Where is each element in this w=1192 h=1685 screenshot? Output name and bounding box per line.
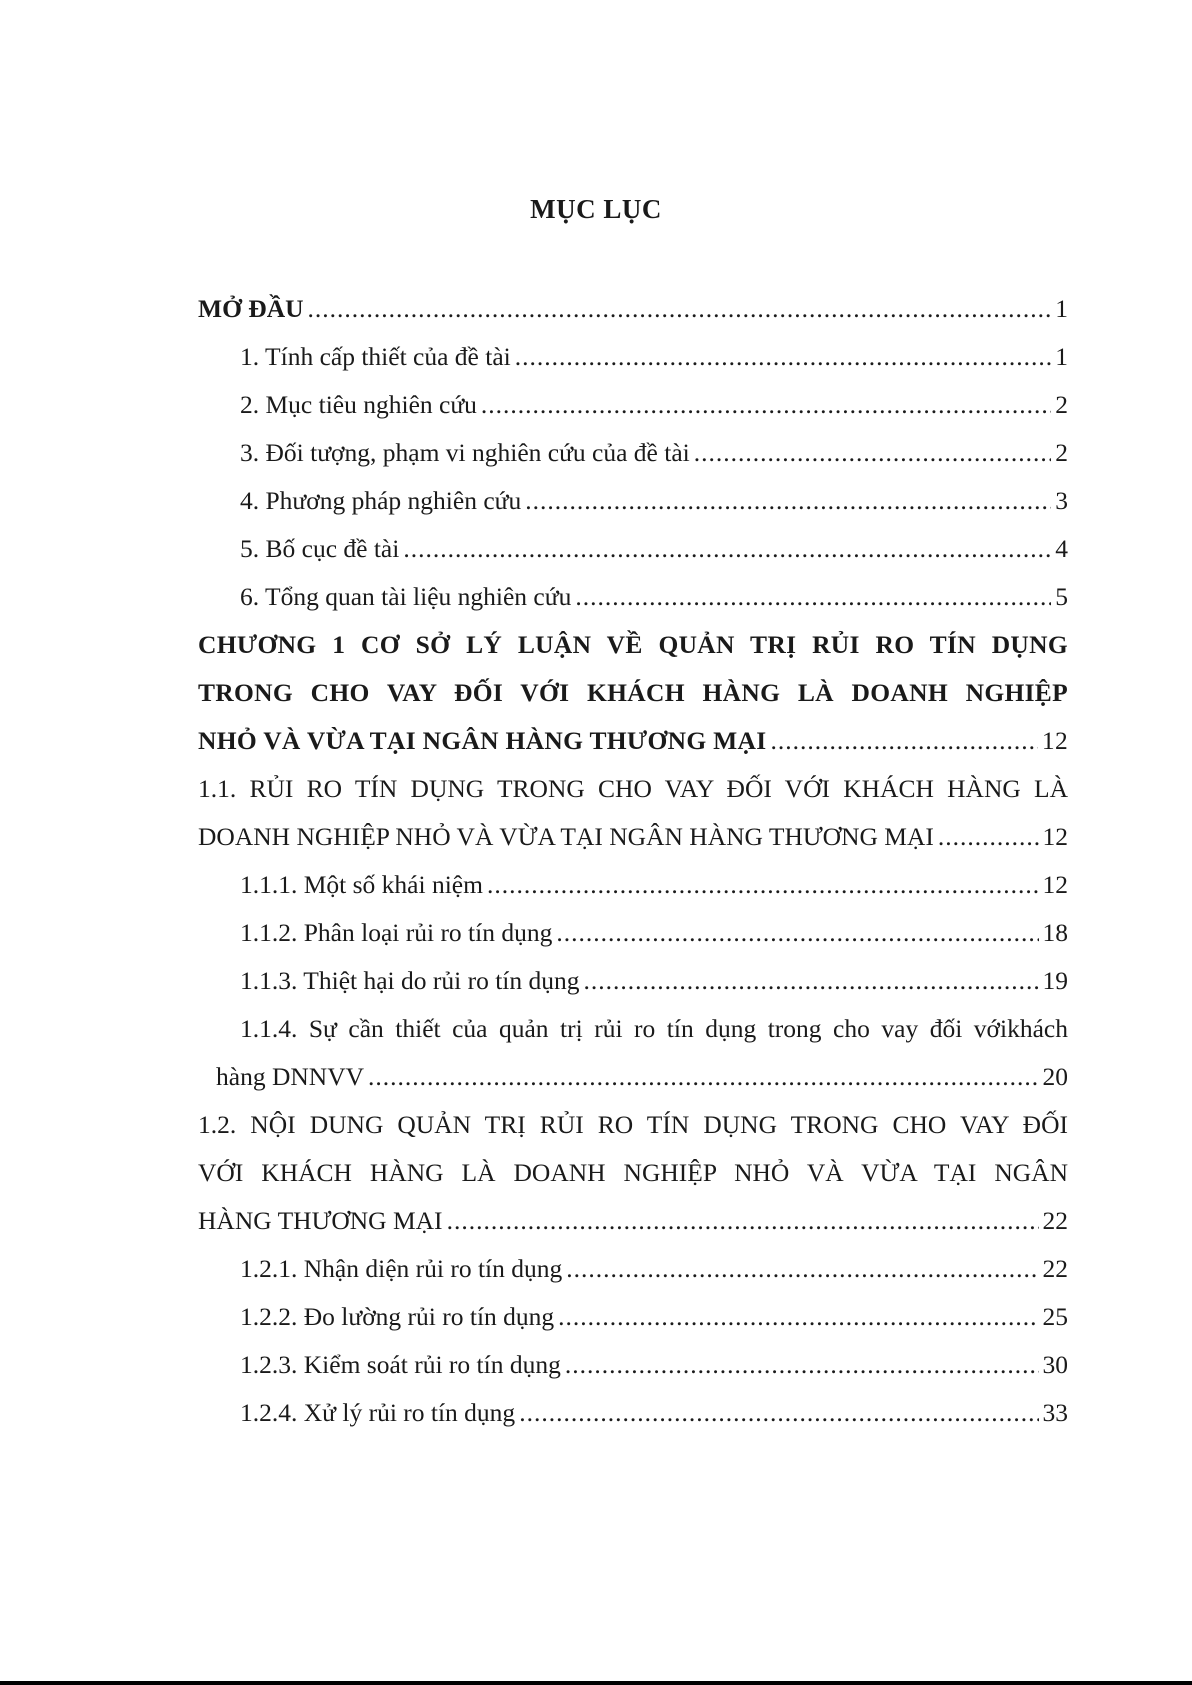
toc-entry[interactable] <box>198 573 1068 621</box>
dot-leader <box>584 957 1039 1005</box>
toc-entry-text: 1. Tính cấp thiết của đề tài <box>240 342 511 371</box>
toc-entry-text: 1.2.4. Xử lý rủi ro tín dụng <box>240 1398 516 1427</box>
toc-entry-text-line: TRONG CHO VAY ĐỐI VỚI KHÁCH HÀNG LÀ DOANH NGHIỆP <box>198 678 1068 707</box>
dot-leader <box>525 477 1051 525</box>
toc-entry-text-line: DOANH NGHIỆP NHỎ VÀ VỪA TẠI NGÂN HÀNG THƯƠNG MẠI <box>198 822 934 851</box>
toc-entry[interactable] <box>198 429 1068 477</box>
toc-entry-text-line: hàng DNNVV <box>216 1062 365 1091</box>
dot-leader <box>566 1245 1038 1293</box>
toc-page-number: 1 <box>1055 342 1068 371</box>
toc-page-number: 2 <box>1055 438 1068 467</box>
toc-entry-text: 1.2.3. Kiểm soát rủi ro tín dụng <box>240 1350 561 1379</box>
toc-page-number: 22 <box>1042 1254 1068 1283</box>
toc-entry-text-line: 1.1.4. Sự cần thiết của quản trị rủi ro tín dụng trong cho vay đối vớikhách <box>240 1014 1068 1043</box>
toc-entry-text-line: 1.2. NỘI DUNG QUẢN TRỊ RỦI RO TÍN DỤNG TRONG CHO VAY ĐỐI <box>198 1110 1068 1139</box>
dot-leader <box>694 429 1052 477</box>
dot-leader <box>565 1341 1039 1389</box>
toc-page-number: 18 <box>1042 918 1068 947</box>
toc-entry[interactable] <box>198 381 1068 429</box>
toc-entry[interactable] <box>198 909 1068 957</box>
toc-entry[interactable] <box>198 1293 1068 1341</box>
toc-page-number: 1 <box>1055 294 1068 323</box>
toc-entry[interactable] <box>198 477 1068 525</box>
toc-entry[interactable] <box>198 1389 1068 1437</box>
toc-page-number: 12 <box>1041 726 1068 755</box>
toc-entry-intro[interactable] <box>198 285 1068 333</box>
dot-leader <box>368 1053 1038 1101</box>
dot-leader <box>556 909 1038 957</box>
toc-entry-text: 6. Tổng quan tài liệu nghiên cứu <box>240 582 572 611</box>
toc-page-number: 2 <box>1055 390 1068 419</box>
toc-entry-text: 1.1.1. Một số khái niệm <box>240 870 483 899</box>
toc-page-number: 30 <box>1042 1350 1068 1379</box>
toc-entry-text-line: NHỎ VÀ VỪA TẠI NGÂN HÀNG THƯƠNG MẠI <box>198 726 767 755</box>
page-title: MỤC LỤC <box>530 194 662 224</box>
toc-page-number: 5 <box>1055 582 1068 611</box>
toc-page-number: 12 <box>1042 870 1068 899</box>
dot-leader <box>447 1197 1039 1245</box>
dot-leader <box>308 285 1052 333</box>
toc-entry-text: 1.1.3. Thiệt hại do rủi ro tín dụng <box>240 966 580 995</box>
toc-entry-1-1-4[interactable] <box>198 1005 1068 1101</box>
toc-entry-text: MỞ ĐẦU <box>198 294 304 323</box>
toc-entry-text-line: CHƯƠNG 1 CƠ SỞ LÝ LUẬN VỀ QUẢN TRỊ RỦI RO TÍN DỤNG <box>198 630 1068 659</box>
dot-leader <box>938 813 1039 861</box>
toc-page-number: 12 <box>1042 822 1068 851</box>
dot-leader <box>403 525 1051 573</box>
toc-page-number: 33 <box>1042 1398 1068 1427</box>
toc-page-number: 20 <box>1042 1062 1068 1091</box>
dot-leader <box>770 717 1037 765</box>
toc-entry[interactable] <box>198 1245 1068 1293</box>
dot-leader <box>515 333 1052 381</box>
toc-entry[interactable] <box>198 333 1068 381</box>
toc-page-number: 3 <box>1055 486 1068 515</box>
toc-entry-section-1-2[interactable] <box>198 1101 1068 1245</box>
dot-leader <box>487 861 1039 909</box>
toc-entry-text: 2. Mục tiêu nghiên cứu <box>240 390 477 419</box>
dot-leader <box>558 1293 1038 1341</box>
dot-leader <box>575 573 1051 621</box>
toc-entry-chapter-1[interactable] <box>198 621 1068 765</box>
toc-entry-text-line: 1.1. RỦI RO TÍN DỤNG TRONG CHO VAY ĐỐI VỚI KHÁCH HÀNG LÀ <box>198 774 1068 803</box>
toc-entry[interactable] <box>198 1341 1068 1389</box>
toc-page-number: 4 <box>1055 534 1068 563</box>
toc-entry-text-line: VỚI KHÁCH HÀNG LÀ DOANH NGHIỆP NHỎ VÀ VỪA TẠI NGÂN <box>198 1158 1068 1187</box>
toc-entry[interactable] <box>198 525 1068 573</box>
toc-entry[interactable] <box>198 957 1068 1005</box>
table-of-contents <box>198 285 1068 1437</box>
toc-page-number: 19 <box>1042 966 1068 995</box>
toc-entry-text: 1.2.2. Đo lường rủi ro tín dụng <box>240 1302 555 1331</box>
toc-entry[interactable] <box>198 861 1068 909</box>
toc-entry-section-1-1[interactable] <box>198 765 1068 861</box>
toc-page-number: 25 <box>1042 1302 1068 1331</box>
dot-leader <box>519 1389 1038 1437</box>
toc-entry-text: 4. Phương pháp nghiên cứu <box>240 486 522 515</box>
toc-entry-text: 1.2.1. Nhận diện rủi ro tín dụng <box>240 1254 563 1283</box>
toc-entry-text-line: HÀNG THƯƠNG MẠI <box>198 1206 443 1235</box>
toc-entry-text: 5. Bố cục đề tài <box>240 534 400 563</box>
toc-entry-text: 3. Đối tượng, phạm vi nghiên cứu của đề tài <box>240 438 690 467</box>
toc-entry-text: 1.1.2. Phân loại rủi ro tín dụng <box>240 918 553 947</box>
page-bottom-edge <box>0 1681 1192 1685</box>
toc-page-number: 22 <box>1042 1206 1068 1235</box>
dot-leader <box>481 381 1051 429</box>
